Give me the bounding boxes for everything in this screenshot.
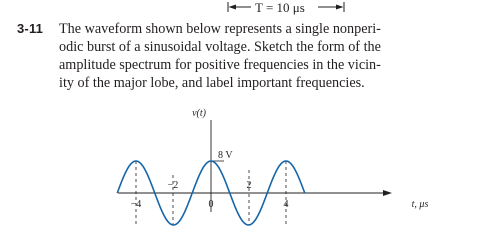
problem-line: ity of the major lobe, and label important frequencies.: [59, 75, 365, 91]
tick-label-neg4: −4: [130, 199, 142, 210]
problem-number: 3-11: [17, 21, 44, 36]
period-arrows: [0, 0, 480, 20]
problem-text: [59, 20, 429, 92]
y-axis-label: v(t): [192, 108, 206, 119]
waveform-figure: [0, 100, 480, 230]
x-axis-label: t, μs: [411, 199, 429, 210]
period-indicator: [0, 0, 480, 20]
tick-label-pos2: 2: [246, 180, 252, 191]
amplitude-label: 8 V: [218, 150, 233, 161]
problem-statement: [17, 20, 477, 100]
problem-line: amplitude spectrum for positive frequencies in the vicin-: [59, 57, 381, 73]
period-label: T = 10 μs: [255, 0, 305, 15]
tick-label-pos4: 4: [283, 199, 289, 210]
problem-line: odic burst of a sinusoidal voltage. Sketch the form of the: [59, 39, 381, 55]
x-axis-arrow: [383, 190, 392, 196]
problem-line: The waveform shown below represents a single nonperi-: [59, 21, 381, 37]
tick-label-neg2: −2: [167, 180, 179, 191]
tick-label-zero: 0: [208, 199, 214, 210]
waveform-plot: [0, 100, 480, 230]
